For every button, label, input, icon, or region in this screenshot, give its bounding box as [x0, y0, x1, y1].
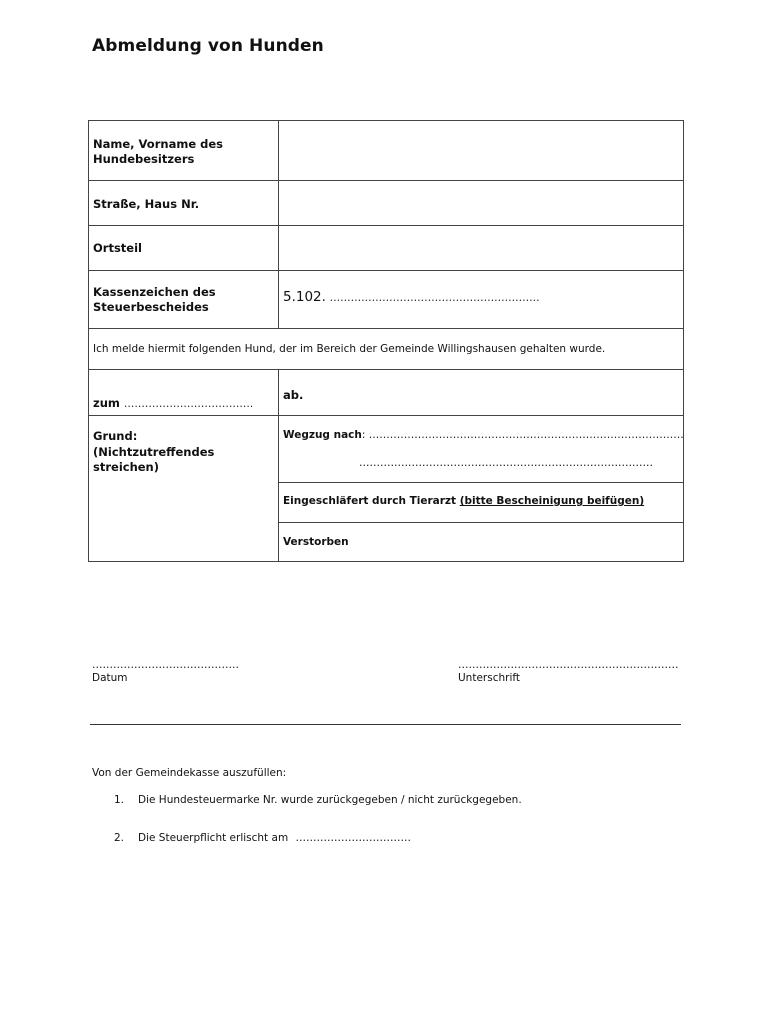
zum-label: zum: [93, 396, 120, 410]
street-field[interactable]: [279, 181, 683, 225]
cash-reference-prefix: 5.102.: [283, 289, 326, 305]
statement-text: Ich melde hiermit folgenden Hund, der im Bereich der Gemeinde Willingshausen gehalten wurde.: [93, 343, 606, 355]
street-label: Straße, Haus Nr.: [93, 197, 200, 211]
cash-reference-dots: ……………………………………………………: [329, 292, 540, 304]
office-heading: Von der Gemeindekasse auszufüllen:: [92, 767, 287, 779]
office-item-1-number: 1.: [114, 794, 125, 806]
signature-label: Unterschrift: [458, 672, 520, 684]
row-divider: [89, 415, 683, 416]
zum-field[interactable]: [93, 396, 273, 410]
zum-dots: ……………………………….: [123, 398, 254, 410]
date-dots: ……………………………………: [92, 659, 239, 671]
name-label: Name, Vorname des Hundebesitzers: [93, 137, 223, 166]
euthanized-note: (bitte Bescheinigung beifügen): [459, 495, 645, 507]
date-label: Datum: [92, 672, 128, 684]
office-item-2-number: 2.: [114, 832, 125, 844]
office-item-1-text: Die Hundesteuermarke Nr. wurde zurückgegeben / nicht zurückgegeben.: [138, 794, 522, 806]
row-divider: [89, 369, 683, 370]
deregistration-form-table: [88, 120, 684, 562]
column-divider: [278, 369, 279, 562]
office-item-2-dots: ……………………………: [295, 832, 412, 844]
row-divider: [278, 522, 683, 523]
moveaway-label: Wegzug nach: [283, 429, 362, 441]
office-item-2: [138, 832, 411, 844]
moveaway-dots: : ………………………………………………………………………………: [361, 429, 684, 441]
row-divider: [89, 328, 683, 329]
office-item-2-text: Die Steuerpflicht erlischt am: [138, 832, 289, 844]
ab-label: ab.: [283, 388, 304, 402]
district-label: Ortsteil: [93, 241, 142, 255]
page-title: Abmeldung von Hunden: [92, 36, 324, 56]
moveaway-second-line: …………………………………………………………………………: [359, 457, 653, 469]
moveaway-option[interactable]: [283, 429, 684, 441]
cash-reference-field[interactable]: [283, 289, 679, 305]
cash-reference-label: Kassenzeichen des Steuerbescheides: [93, 285, 216, 314]
euthanized-option[interactable]: [283, 495, 681, 507]
signature-dots: ………………………………………………………: [458, 659, 679, 671]
row-divider: [89, 270, 683, 271]
euthanized-label: Eingeschläfert durch Tierarzt: [283, 495, 457, 507]
district-field[interactable]: [279, 226, 683, 270]
section-divider: [90, 724, 681, 725]
deceased-option[interactable]: Verstorben: [283, 536, 349, 548]
name-field[interactable]: [279, 121, 683, 180]
reason-label: Grund: (Nichtzutreffendes streichen): [93, 429, 215, 474]
row-divider: [278, 482, 683, 483]
